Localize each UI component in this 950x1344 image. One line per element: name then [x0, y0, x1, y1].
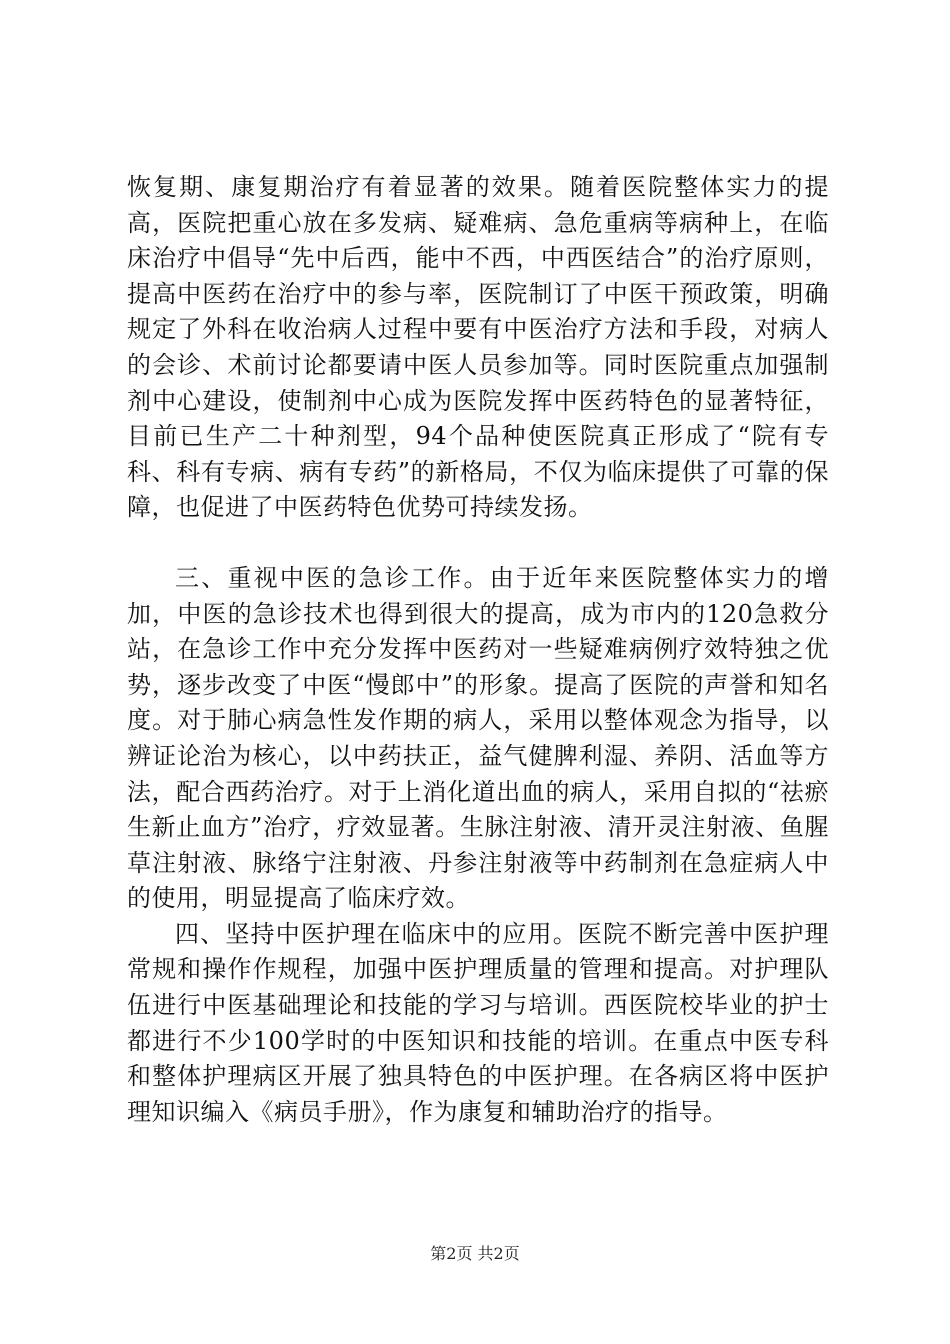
document-body	[127, 170, 829, 1130]
paragraph-emergency-work: 三、重视中医的急诊工作。由于近年来医院整体实力的增加，中医的急诊技术也得到很大的提高，成为市内的120急救分站，在急诊工作中充分发挥中医药对一些疑难病例疗效特独之优势，逐步改变了中医“慢郎中”的形象。提高了医院的声誉和知名度。对于肺心病急性发作期的病人，采用以整体观念为指导，以辨证论治为核心，以中药扶正，益气健脾利湿、养阴、活血等方法，配合西药治疗。对于上消化道出血的病人，采用自拟的“祛瘀生新止血方”治疗，疗效显著。生脉注射液、清开灵注射液、鱼腥草注射液、脉络宁注射液、丹参注射液等中药制剂在急症病人中的使用，明显提高了临床疗效。	[127, 563, 829, 913]
page-number-footer: 第2页 共2页	[430, 1244, 520, 1263]
paragraph-continuation: 恢复期、康复期治疗有着显著的效果。随着医院整体实力的提高，医院把重心放在多发病、疑难病、急危重病等病种上，在临床治疗中倡导“先中后西，能中不西，中西医结合”的治疗原则，提高中医药在治疗中的参与率，医院制订了中医干预政策，明确规定了外科在收治病人过程中要有中医治疗方法和手段，对病人的会诊、术前讨论都要请中医人员参加等。同时医院重点加强制剂中心建设，使制剂中心成为医院发挥中医药特色的显著特征，目前已生产二十种剂型，94个品种使医院真正形成了“院有专科、科有专病、病有专药”的新格局，不仅为临床提供了可靠的保障，也促进了中医药特色优势可持续发扬。	[127, 173, 829, 522]
paragraph-nursing: 四、坚持中医护理在临床中的应用。医院不断完善中医护理常规和操作作规程，加强中医护理质量的管理和提高。对护理队伍进行中医基础理论和技能的学习与培训。西医院校毕业的护士都进行不少100学时的中医知识和技能的培训。在重点中医专科和整体护理病区开展了独具特色的中医护理。在各病区将中医护理知识编入《病员手册》，作为康复和辅助治疗的指导。	[127, 919, 829, 1126]
